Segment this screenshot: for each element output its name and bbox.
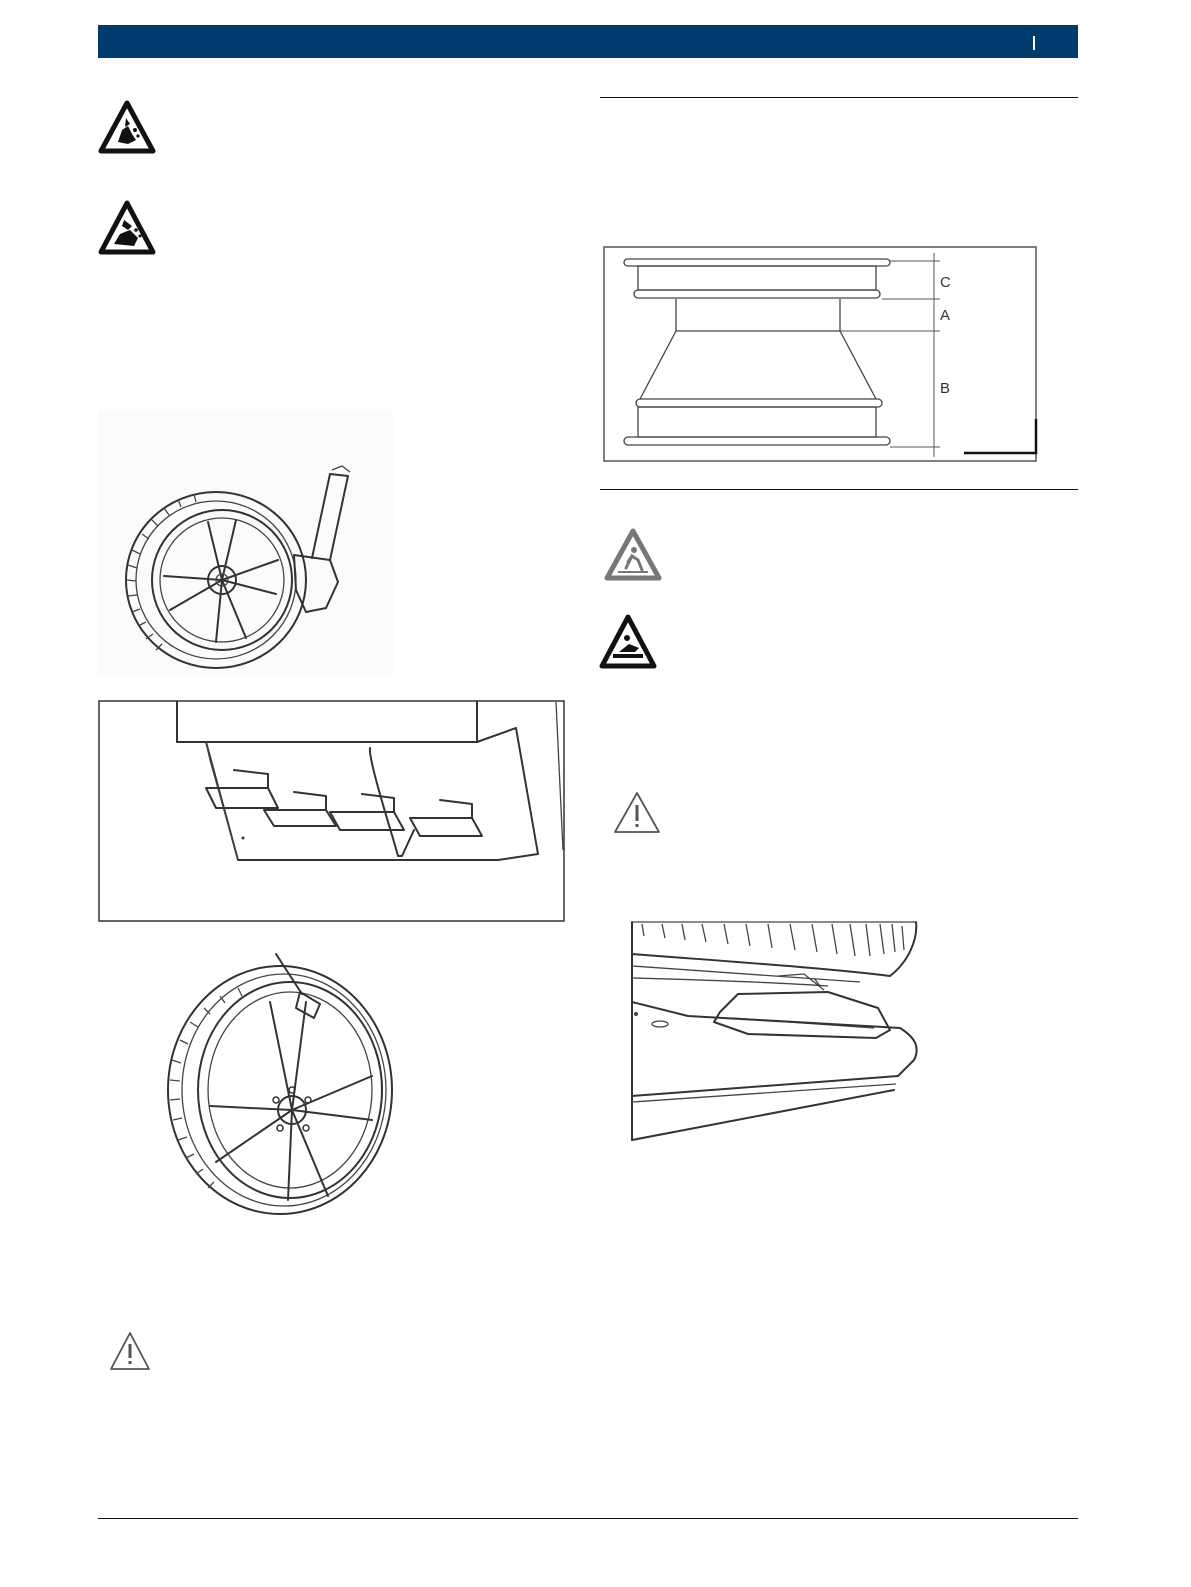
tyre-bead-breaker-illustration <box>628 920 924 1144</box>
hand-crush-warning-icon <box>98 100 156 154</box>
footer-rule <box>98 1518 1078 1519</box>
section-rule-top <box>600 97 1078 98</box>
section-rule-bottom <box>600 489 1078 490</box>
wheel-with-tool-illustration <box>98 410 398 680</box>
trip-fall-warning-icon <box>604 528 662 582</box>
wheel-with-brush-illustration <box>160 950 400 1220</box>
hand-crush-machine-warning-icon <box>599 614 657 670</box>
dimension-label-c: C <box>940 274 951 291</box>
header-bar <box>98 25 1078 58</box>
header-separator <box>1033 36 1035 50</box>
dimension-label-a: A <box>940 307 951 324</box>
dimension-label-b: B <box>940 380 951 397</box>
pedal-assembly-illustration <box>98 700 565 923</box>
rim-dimension-diagram <box>600 243 1040 465</box>
hand-injury-warning-icon <box>98 200 156 256</box>
general-caution-icon <box>612 790 662 836</box>
general-caution-icon <box>108 1330 152 1372</box>
